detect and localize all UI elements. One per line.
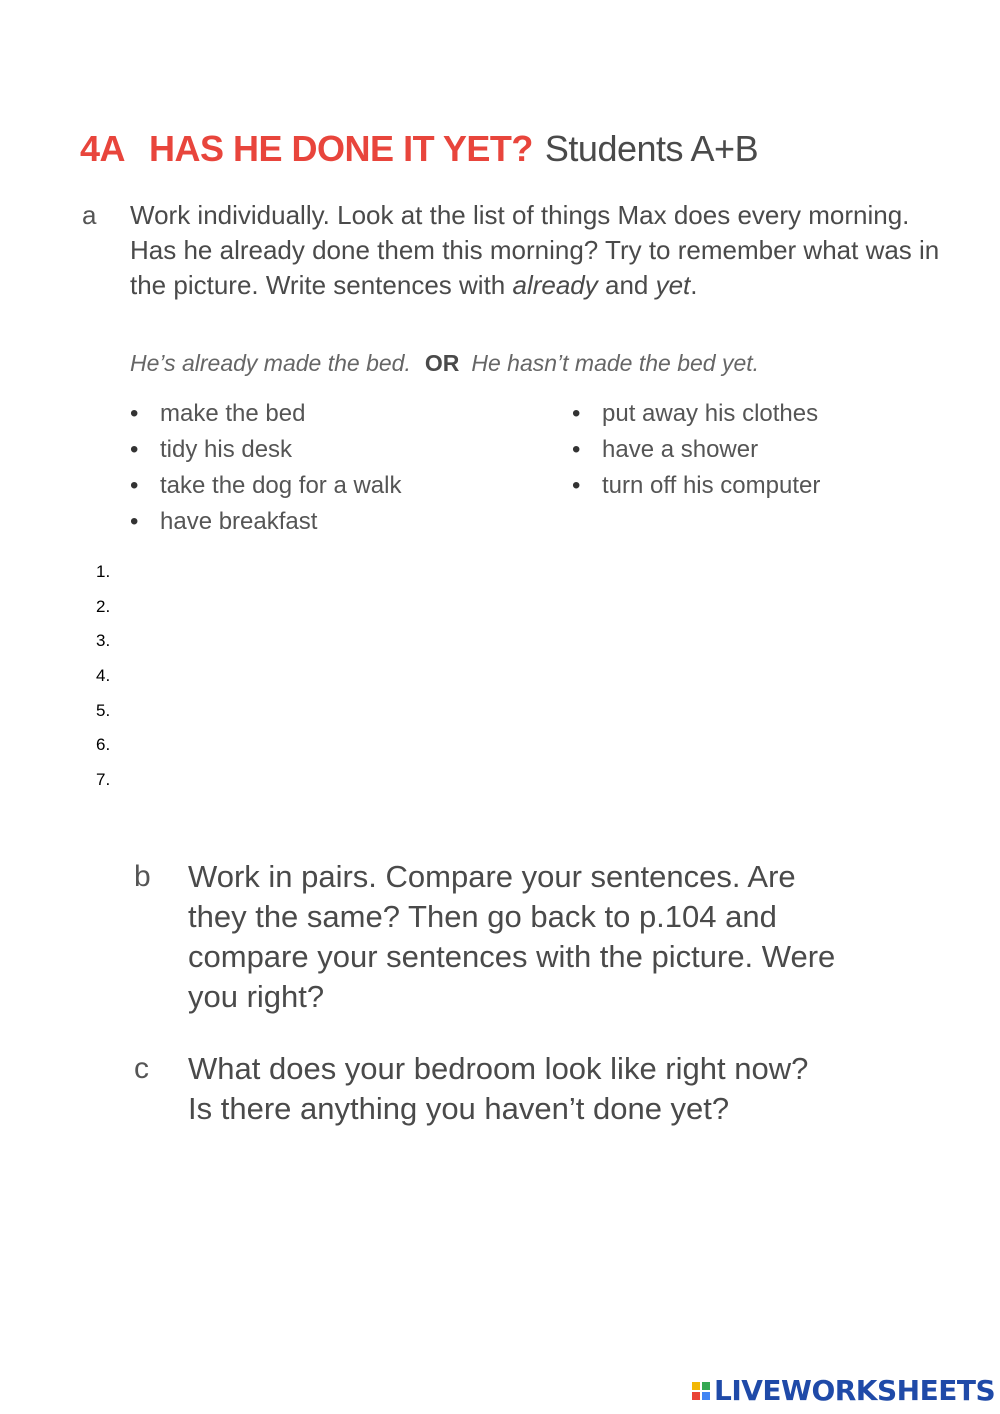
task-list-right	[572, 396, 820, 504]
section-b-letter: b	[134, 860, 151, 893]
word-yet: yet	[655, 270, 691, 300]
example-second: He hasn’t made the bed yet.	[471, 350, 760, 376]
answer-line: 4.	[96, 666, 111, 686]
list-item: • have a shower	[572, 432, 820, 468]
answer-line: 2.	[96, 596, 111, 616]
section-a-instructions	[130, 198, 940, 303]
section-a-letter: a	[82, 200, 97, 230]
instructions-text: Work individually. Look at the list of things Max does every morning. Has he already done them this morning? Try to remember what was in the picture. Write sentences with	[130, 200, 940, 300]
answer-line: 1.	[96, 562, 111, 581]
answer-line: 5.	[96, 700, 111, 720]
list-item: • put away his clothes	[572, 396, 820, 432]
list-item: • tidy his desk	[130, 432, 401, 468]
list-item: • have breakfast	[130, 504, 401, 540]
unit-code: 4A	[80, 128, 126, 169]
title-heading: HAS HE DONE IT YET?	[149, 128, 533, 169]
list-item: • turn off his computer	[572, 468, 820, 504]
answer-line: 3.	[96, 631, 111, 651]
liveworksheets-logo	[692, 1374, 995, 1407]
answer-line: 6.	[96, 735, 111, 755]
example-or: OR	[424, 350, 460, 376]
title-subtitle: Students A+B	[544, 128, 759, 169]
answer-line: 7.	[96, 770, 111, 790]
section-b-instructions: Work in pairs. Compare your sentences. Are they the same? Then go back to p.104 and compare your sentences with the picture. Were you right?	[188, 859, 836, 1014]
logo-text: LIVEWORKSHEETS	[714, 1374, 996, 1407]
example-first: He’s already made the bed.	[130, 350, 411, 376]
list-item: • make the bed	[130, 396, 401, 432]
list-item: • take the dog for a walk	[130, 468, 401, 504]
logo-icon	[692, 1382, 710, 1400]
worksheet-title	[80, 128, 758, 170]
task-list-left	[130, 396, 401, 540]
word-already: already	[512, 270, 598, 300]
instructions-end: .	[690, 270, 698, 300]
instructions-and: and	[597, 270, 656, 300]
answer-lines	[96, 562, 110, 805]
section-c-instructions: What does your bedroom look like right now? Is there anything you haven’t done yet?	[188, 1051, 809, 1126]
section-c-letter: c	[134, 1052, 149, 1085]
example-sentences	[130, 350, 759, 377]
